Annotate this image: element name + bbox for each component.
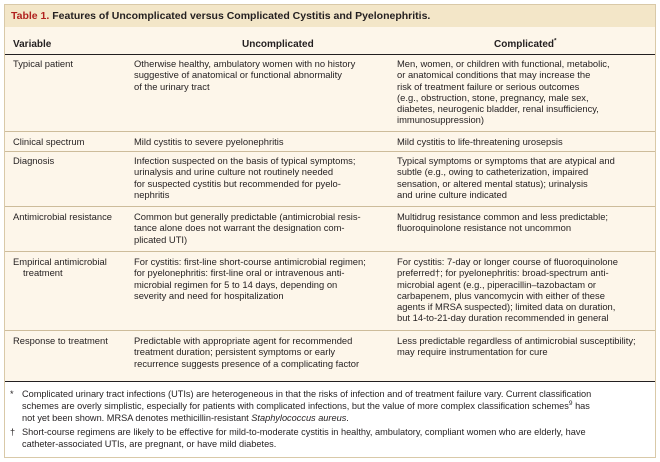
footnote-line: Complicated urinary tract infections (UTIs) are heterogeneous in that the risks of infection and of treatment failure vary. Current classification bbox=[22, 389, 592, 399]
row-divider bbox=[5, 131, 655, 132]
header-variable: Variable bbox=[13, 39, 52, 50]
reference-superscript: 9 bbox=[568, 399, 573, 407]
row-variable: Empirical antimicrobial treatment bbox=[13, 256, 107, 279]
header-complicated: Complicated* bbox=[494, 37, 557, 50]
footnote-mark: * bbox=[10, 389, 14, 399]
table-title: Features of Uncomplicated versus Complicated Cystitis and Pyelonephritis. bbox=[52, 10, 431, 22]
row-complicated: Mild cystitis to life-threatening urosepsis bbox=[397, 136, 563, 147]
row-complicated: For cystitis: 7-day or longer course of fluoroquinolone preferred†; for pyelonephritis: broad-spectrum anti- microbial agent (e.g., piperacillin–tazobactam or carbapenem, plus vancomycin with either of these agents if MRSA suspected); limited data on duration, but 14-to-21-day duration recommended in general bbox=[397, 256, 618, 324]
row-complicated: Typical symptoms or symptoms that are atypical and subtle (e.g., owing to catheterization, impaired sensation, or altered mental status); urinalysis and urine culture indicated bbox=[397, 155, 615, 200]
header-complicated-footnote-mark: * bbox=[554, 37, 557, 45]
table-caption bbox=[5, 5, 655, 27]
organism-name: Staphylococcus aureus bbox=[251, 413, 347, 423]
row-variable: Antimicrobial resistance bbox=[13, 211, 112, 222]
header-uncomplicated: Uncomplicated bbox=[242, 39, 314, 50]
footnote-line: not yet been shown. MRSA denotes methicillin-resistant Staphylococcus aureus. bbox=[22, 413, 349, 423]
row-variable: Diagnosis bbox=[13, 155, 55, 166]
row-uncomplicated: For cystitis: first-line short-course antimicrobial regimen; for pyelonephritis: first-line oral or intravenous anti- microbial regimen for 5 to 14 days, depending on severity and need for hospitalization bbox=[134, 256, 366, 301]
footnote-line: catheter-associated UTIs, are pregnant, or have mild diabetes. bbox=[22, 439, 277, 449]
row-uncomplicated: Mild cystitis to severe pyelonephritis bbox=[134, 136, 284, 147]
row-variable: Typical patient bbox=[13, 58, 73, 69]
row-divider bbox=[5, 251, 655, 252]
table-label: Table 1. bbox=[11, 10, 50, 22]
row-uncomplicated: Otherwise healthy, ambulatory women with no history suggestive of anatomical or functional abnormality of the urinary tract bbox=[134, 58, 356, 92]
row-complicated: Men, women, or children with functional, metabolic, or anatomical conditions that may increase the risk of treatment failure or serious outcomes (e.g., obstruction, stone, pregnancy, male sex, diabetes, neurogenic bladder, renal insufficiency, immunosuppression) bbox=[397, 58, 610, 126]
features-table bbox=[5, 27, 655, 382]
row-complicated: Less predictable regardless of antimicrobial susceptibility; may require instrumentation for cure bbox=[397, 335, 636, 358]
figure-frame bbox=[4, 4, 656, 458]
row-uncomplicated: Common but generally predictable (antimicrobial resis- tance alone does not warrant the designation com- plicated UTI) bbox=[134, 211, 361, 245]
row-variable: Clinical spectrum bbox=[13, 136, 85, 147]
row-divider bbox=[5, 151, 655, 152]
row-divider bbox=[5, 206, 655, 207]
row-variable: Response to treatment bbox=[13, 335, 108, 346]
row-uncomplicated: Predictable with appropriate agent for recommended treatment duration; persistent symptoms or early recurrence suggests presence of a complicating factor bbox=[134, 335, 360, 369]
row-divider bbox=[5, 330, 655, 331]
footnote-line: Short-course regimens are likely to be effective for mild-to-moderate cystitis in healthy, ambulatory, compliant women who are elderly, have bbox=[22, 427, 586, 437]
row-complicated: Multidrug resistance common and less predictable; fluoroquinolone resistance not uncommon bbox=[397, 211, 609, 234]
footnote-line: schemes are overly simplistic, especially for patients with complicated infections, but the value of more complex classification schemes$^9$ has bbox=[22, 399, 590, 411]
row-uncomplicated: Infection suspected on the basis of typical symptoms; urinalysis and urine culture not routinely needed for suspected cystitis but recommended for pyelo- nephritis bbox=[134, 155, 356, 200]
footnote-mark: † bbox=[10, 427, 16, 437]
header-rule bbox=[5, 54, 655, 55]
table-bottom-rule bbox=[5, 381, 655, 382]
